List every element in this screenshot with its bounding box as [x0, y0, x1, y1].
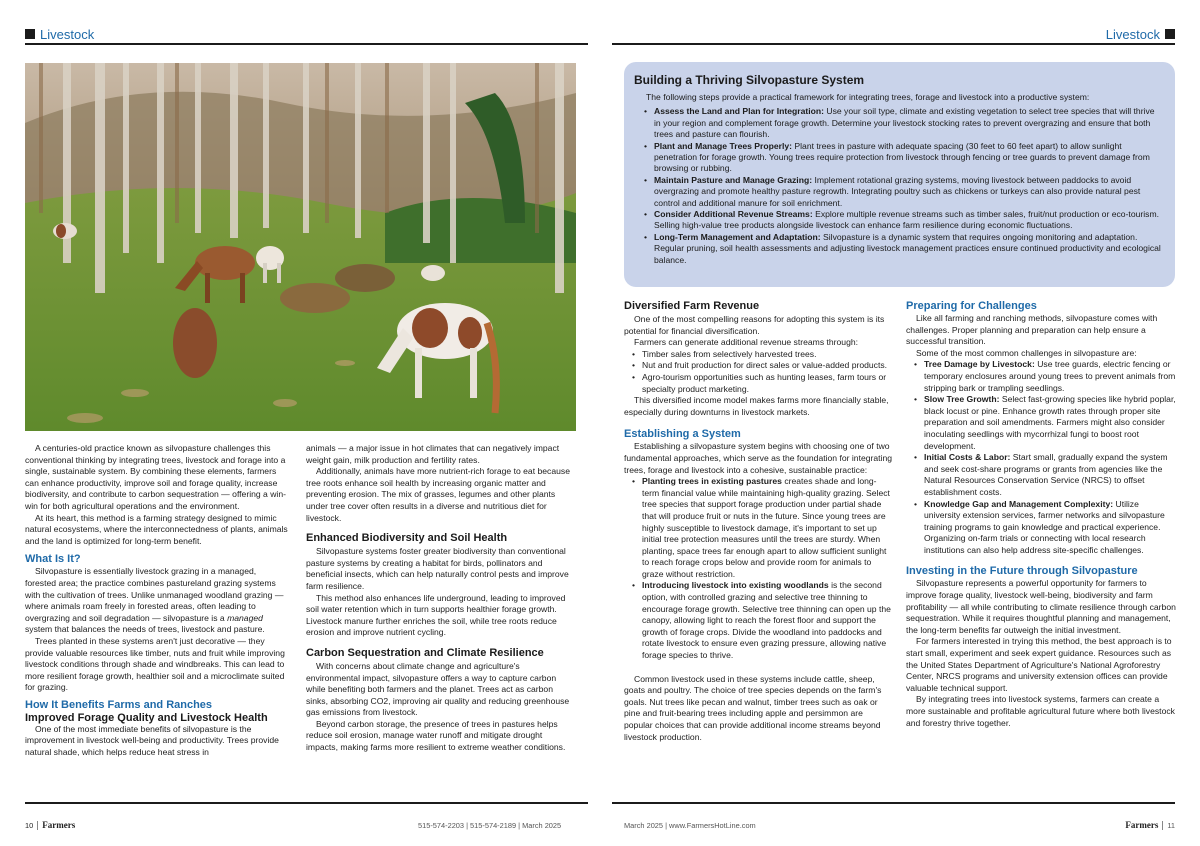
- paragraph: Common livestock used in these systems include cattle, sheep, goats and poultry. The choice of tree species depends on the farm's goals. Nut trees like pecan and walnut, timber trees such as oak or pine and fruit-bearing trees including apple and persimmon are popular choices that can provide additional income streams beyond livestock production.: [624, 673, 882, 742]
- list-item: • Consider Additional Revenue Streams: Explore multiple revenue streams such as timber sales, fruit/nut production or eco-tourism. Selling high-value tree products alongside livestock can enhance farm resilience during economic fluctuations.: [644, 209, 1163, 232]
- approach-list: [624, 476, 892, 662]
- revenue-list: [624, 349, 892, 395]
- paragraph: A centuries-old practice known as silvopasture challenges this conventional thinking by integrating trees, livestock and forage into a single, sustainable system. By combining these elements, farmers can enhance productivity, improve soil and forage quality, increase biodiversity, and contribute to carbon sequestration — offering a win-win for both agricultural operations and the environment.: [25, 443, 286, 511]
- paragraph: By integrating trees into livestock systems, farmers can create a more sustainable and profitable agricultural future where both livestock and forestry thrive together.: [906, 694, 1175, 728]
- subheading-improved-forage: Improved Forage Quality and Livestock Health: [25, 711, 268, 724]
- article-column-4: [906, 300, 1176, 729]
- section-header-right: [1106, 25, 1175, 43]
- square-icon: [1165, 29, 1175, 39]
- paragraph: This diversified income model makes farms more financially stable, especially during downturns in livestock markets.: [624, 395, 889, 417]
- list-item: • Introducing livestock into existing woodlands is the second option, with controlled grazing and selective tree thinning to encourage forage growth. Selective tree thinning can open up the canopy, allowing light to reach the forest floor and support the growth of forage crops. Divide the woodland into paddocks and rotate livestock to ensure even grazing pressure, allowing native forage species to thrive.: [642, 580, 892, 661]
- heading-establishing-system: Establishing a System: [624, 428, 741, 441]
- paragraph: At its heart, this method is a farming strategy designed to mimic natural ecosystems, where the interconnectedness of plants, animals and the land is optimized for long-term benefit.: [25, 512, 288, 546]
- paragraph: Silvopasture is essentially livestock grazing in a managed, forested area; the practice combines pastureland grazing systems with the cultivation of trees. Unlike unmanaged woodland grazing — where animals roam freely in forested areas, often leading to overgrazing and soil degradation — silvopasture is a managed system that balances the needs of trees, livestock and pasture.: [25, 566, 284, 635]
- paragraph: One of the most compelling reasons for adopting this system is its potential for financial diversification.: [624, 314, 885, 336]
- challenges-list: [906, 359, 1176, 556]
- box-title: Building a Thriving Silvopasture System: [634, 73, 865, 87]
- article-column-3: [624, 300, 892, 743]
- paragraph: Silvopasture systems foster greater biodiversity than conventional pasture systems by creating a habitat for birds, pollinators and beneficial insects, which can help naturally control pests and improve farm resilience.: [306, 546, 569, 591]
- page-number: 11: [1167, 820, 1175, 830]
- list-item: • Slow Tree Growth: Select fast-growing species like hybrid poplar, black locust or pine. Enhance growth rates through proper site preparation and soil amendments. Farmers might also consider inoculating seedlings with mycorrhizal fungi to boost root development.: [924, 394, 1176, 452]
- paragraph: animals — a major issue in hot climates that can negatively impact weight gain, milk production and fertility rates.: [306, 443, 560, 465]
- paragraph: Establishing a silvopasture system begins with choosing one of two fundamental approaches, which serve as the foundation for integrating trees, forage and livestock into a cohesive, sustainable practice:: [624, 441, 893, 475]
- heading-carbon-sequestration: Carbon Sequestration and Climate Resilience: [306, 646, 544, 659]
- list-item: • Nut and fruit production for direct sales or value-added products.: [642, 360, 892, 372]
- header-rule-left: [25, 43, 588, 45]
- paragraph: For farmers interested in trying this method, the best approach is to start small, experiment and seek expert guidance. Resources such as the United States Department of Agriculture's National Agroforestry Center, NRCS programs and university extension offices can provide valuable technical support.: [906, 636, 1172, 693]
- list-item: • Planting trees in existing pastures creates shade and long-term financial value while maintaining high-quality grazing. Select tree species that support forage production under partial shade that will produce fruit or nuts in the future. Since young trees are highly susceptible to livestock damage, it's important to set up initial tree protection measures until the trees are sturdy. When planting, space trees far enough apart to allow sufficient sunlight to reach forage crops below and provide room for animals to graze without restriction.: [642, 476, 892, 580]
- brand-logo: Farmers: [42, 820, 76, 830]
- section-label: Livestock: [40, 26, 95, 42]
- steps-list: [634, 106, 1163, 266]
- footer-website: March 2025 | www.FarmersHotLine.com: [624, 820, 756, 830]
- paragraph: Additionally, animals have more nutrient-rich forage to eat because tree roots enhance soil health by increasing organic matter and preventing erosion. The mix of grasses, legumes and other plants under tree cover often results in a diverse and nutritious diet for livestock.: [306, 466, 570, 523]
- article-column-1: [25, 443, 288, 759]
- section-header-left: [25, 25, 94, 43]
- page-number: 10: [25, 820, 34, 830]
- paragraph: One of the most immediate benefits of silvopasture is the improvement in livestock well-being and productivity. Trees provide natural shade, which helps reduce heat stress in: [25, 723, 279, 758]
- article-column-2: [306, 443, 576, 754]
- paragraph: Some of the most common challenges in silvopasture are:: [916, 347, 1137, 358]
- list-item: • Assess the Land and Plan for Integration: Use your soil type, climate and existing vegetation to select tree species that will thrive in your region and complement forage growth. Determine your livestock stocking rates to prevent overgrazing and ensure that both trees and pasture can flourish.: [644, 106, 1163, 140]
- header-rule-right: [612, 43, 1175, 45]
- silvopasture-steps-box: [624, 62, 1175, 287]
- list-item: • Initial Costs & Labor: Start small, gradually expand the system and seek cost-share programs or grants from agencies like the Natural Resources Conservation Service (NRCS) to offset establishment costs.: [924, 452, 1176, 498]
- list-item: • Tree Damage by Livestock: Use tree guards, electric fencing or temporary enclosures around young trees to prevent animals from stripping bark or trampling seedlings.: [924, 359, 1176, 394]
- footer-left-page: [25, 819, 75, 831]
- box-intro: The following steps provide a practical framework for integrating trees, forage and livestock into a productive system:: [646, 92, 1090, 102]
- heading-investing-future: Investing in the Future through Silvopasture: [906, 565, 1138, 578]
- list-item: • Long-Term Management and Adaptation: Silvopasture is a dynamic system that requires ongoing monitoring and adaptation. Regular pruning, soil health assessments and adjusting livestock management practices ensure continued productivity and ecological balance.: [644, 232, 1163, 266]
- paragraph: Silvopasture represents a powerful opportunity for farmers to improve forage quality, livestock well-being, biodiversity and farm profitability — all while contributing to climate resilience through carbon sequestration. While it requires thoughtful planning and management, the long-term benefits far outweigh the initial investment.: [906, 578, 1176, 635]
- footer-right-page: [1125, 819, 1175, 831]
- divider: [1162, 821, 1163, 830]
- list-item: • Agro-tourism opportunities such as hunting leases, farm tours or specialty product marketing.: [642, 372, 892, 395]
- paragraph: Like all farming and ranching methods, silvopasture comes with challenges. Proper planning and preparation can help ensure a successful transition.: [906, 313, 1158, 347]
- list-item: • Timber sales from selectively harvested trees.: [642, 349, 892, 361]
- divider: [37, 821, 38, 830]
- heading-how-it-benefits: How It Benefits Farms and Ranches: [25, 698, 213, 711]
- section-label: Livestock: [1105, 26, 1160, 42]
- heading-biodiversity: Enhanced Biodiversity and Soil Health: [306, 532, 508, 545]
- footer-phones: 515-574-2203 | 515-574-2189 | March 2025: [418, 820, 562, 830]
- paragraph: Beyond carbon storage, the presence of trees in pastures helps reduce soil erosion, manage water runoff and mitigate drought impacts, making farms more resilient to extreme weather conditions.: [306, 718, 566, 753]
- paragraph: Farmers can generate additional revenue streams through:: [634, 337, 859, 348]
- list-item: • Plant and Manage Trees Properly: Plant trees in pasture with adequate spacing (30 feet to 60 feet apart) to allow sunlight penetration for forage growth. Young trees require protection from livestock through fencing or tree guards to prevent damage from browsing or rubbing.: [644, 141, 1163, 175]
- paragraph: With concerns about climate change and agriculture's environmental impact, silvopasture offers a way to capture carbon while benefiting both farmers and the planet. Trees act as carbon sinks, absorbing CO2, improving air quality and reducing greenhouse gas emissions from livestock.: [306, 660, 570, 718]
- list-item: • Maintain Pasture and Manage Grazing: Implement rotational grazing systems, moving livestock between paddocks to avoid overgrazing and promote healthy pasture regrowth. Integrating poultry such as chickens or turkeys can also provide natural pest control and additional manure for soil enrichment.: [644, 175, 1163, 209]
- footer-rule-left: [25, 802, 588, 804]
- footer-rule-right: [612, 802, 1175, 804]
- heading-preparing-challenges: Preparing for Challenges: [906, 300, 1037, 312]
- heading-what-is-it: What Is It?: [25, 553, 81, 566]
- brand-logo: Farmers: [1125, 820, 1159, 830]
- paragraph: This method also enhances life underground, leading to improved soil water retention which in turn supports healthier forage growth. Livestock manure further enriches the soil, while tree roots reduce erosion and improve nutrient cycling.: [306, 592, 566, 638]
- list-item: • Knowledge Gap and Management Complexity: Utilize university extension services, farmer networks and silvopasture training programs to gain knowledge and practical experience. Organizing on-farm trials or connecting with local research institutions can also help address site-specific challenges.: [924, 499, 1176, 557]
- heading-diversified-revenue: Diversified Farm Revenue: [624, 300, 760, 312]
- square-icon: [25, 29, 35, 39]
- paragraph: Trees planted in these systems aren't just decorative — they provide valuable resources like timber, nuts and fruit while improving livestock conditions through shade and windbreaks. This can lead to more resilient forage growth, healthier soil and a microclimate suited for grazing.: [25, 635, 285, 693]
- horses-grazing-in-forest-photo: [25, 63, 576, 431]
